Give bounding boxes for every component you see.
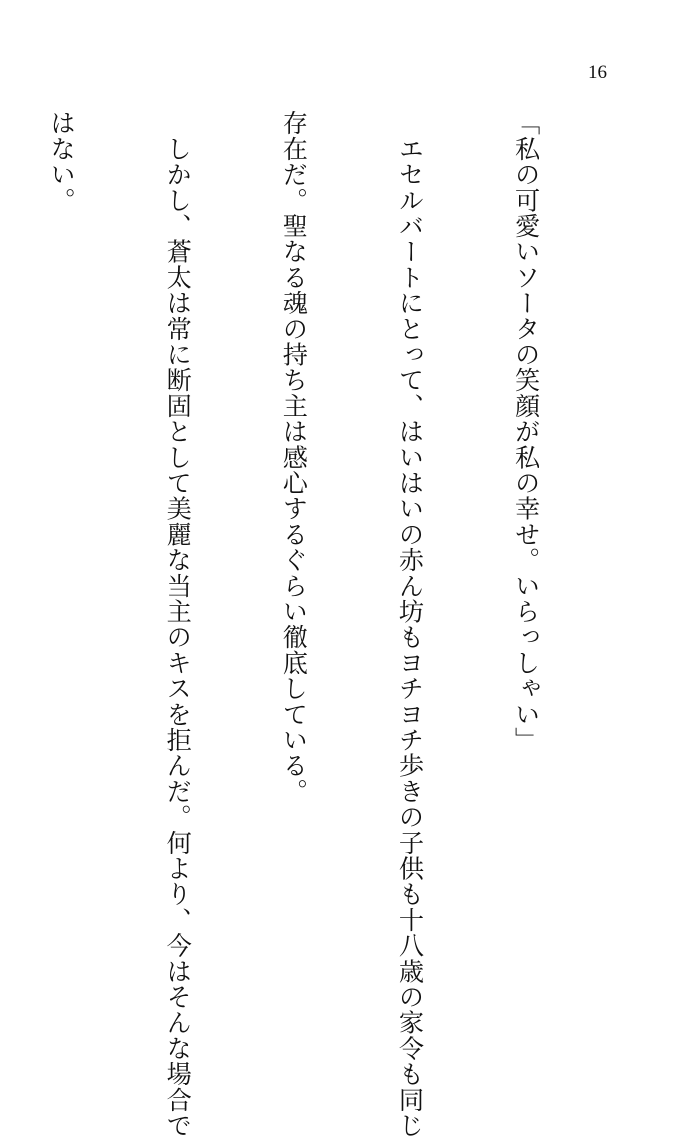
text-line: エセルバートにとって、はいはいの赤ん坊もヨチヨチ歩きの子供も十八歳の家令も同じ — [395, 110, 425, 1138]
page-number: 16 — [588, 62, 607, 83]
text-line: 「私の可愛いソータの笑顔が私の幸せ。いらっしゃい」 — [511, 110, 541, 753]
text-line: 存在だ。聖なる魂の持ち主は感心するぐらい徹底している。 — [279, 110, 309, 804]
text-line: はない。 — [47, 110, 77, 213]
text-line: しかし、蒼太は常に断固として美麗な当主のキスを拒んだ。何より、今はそんな場合で — [163, 110, 193, 1138]
body-text — [0, 110, 622, 1138]
